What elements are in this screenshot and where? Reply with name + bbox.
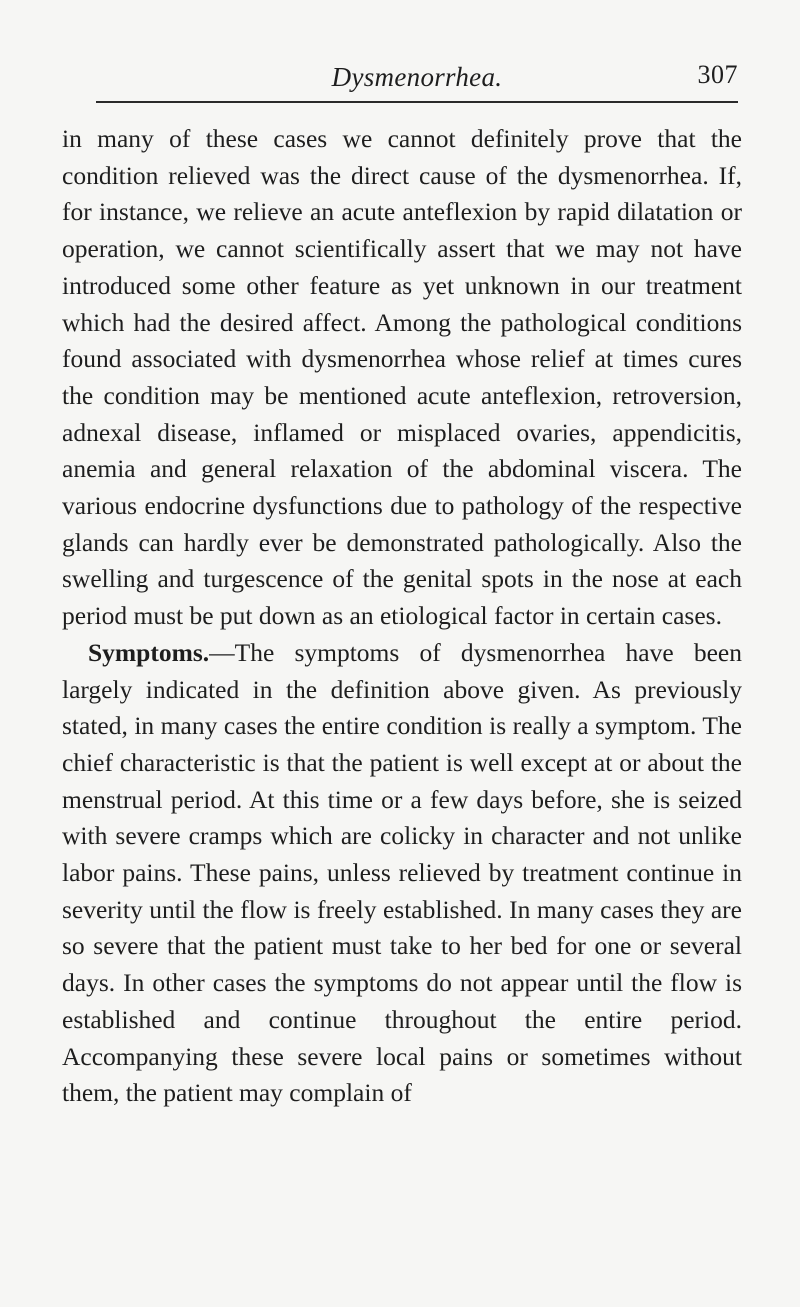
paragraph-continuation (62, 121, 742, 635)
paragraph-text: —The symptoms of dysmenorrhea have been largely indicated in the definition above given. As previously stated, in many cases the entire condition is really a symptom. The chief characteristic is that the patient is well except at or about the menstrual period. At this time or a few days before, she is seized with severe cramps which are colicky in character and not unlike labor pains. These pains, unless relieved by treatment continue in severity until the flow is freely established. In many cases they are so severe that the patient must take to her bed for one or several days. In other cases the symptoms do not appear until the flow is established and continue throughout the entire period. Accompanying these severe local pains or sometimes without them, the patient may complain of (62, 637, 742, 1108)
running-head (96, 58, 738, 98)
paragraph-text: in many of these cases we cannot definitely prove that the condition relieved was the direct cause of the dysmenorrhea. If, for instance, we relieve an acute anteflexion by rapid dilatation or operation, we cannot scientifically assert that we may not have introduced some other feature as yet unknown in our treatment which had the desired affect. Among the pathological conditions found associated with dysmenorrhea whose relief at times cures the condition may be mentioned acute anteflexion, retroversion, adnexal disease, inflamed or misplaced ovaries, appendicitis, anemia and general relaxation of the abdominal viscera. The various endocrine dysfunctions due to pathology of the respective glands can hardly ever be demonstrated pathologically. Also the swelling and turgescence of the genital spots in the nose at each period must be put down as an etiological factor in certain cases. (62, 124, 742, 631)
page-number: 307 (697, 60, 738, 89)
body-text (62, 121, 742, 1112)
paragraph-symptoms (62, 635, 742, 1112)
section-heading-symptoms: Symptoms. (88, 637, 210, 667)
header-rule (96, 101, 738, 103)
running-head-title: Dysmenorrhea. (331, 62, 503, 92)
